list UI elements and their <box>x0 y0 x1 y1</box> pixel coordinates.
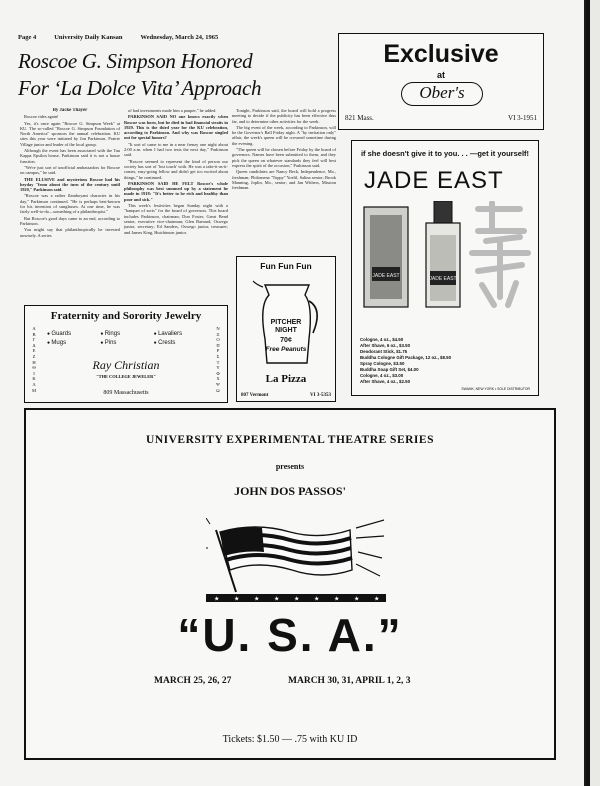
american-flag-icon <box>206 518 386 602</box>
paragraph: Tonight, Parkinson said, the board will hold a progress meeting to decide if the publicity has been effective thus far, and to determine other activities for the week. <box>232 108 336 124</box>
greek-letter: Ν <box>216 326 220 331</box>
greek-letter: Ξ <box>216 331 220 337</box>
product-list <box>360 337 451 385</box>
svg-text:★: ★ <box>274 595 280 602</box>
jewelry-item: ● Crests <box>154 339 207 348</box>
greek-letter: Ζ <box>32 353 36 359</box>
paragraph: THE ELUSIVE and mysterious Roscoe had his heyday "from about the turn of the century until 1920," Parkinson said. <box>20 176 120 193</box>
paragraph: Roscoe rides again! <box>24 114 59 120</box>
restaurant-phone: VI 3-5353 <box>310 393 331 398</box>
paragraph: "The queen will be chosen before Friday by the board of governors. Names have been submitted to them, and they pick the queen on whatever standards they feel will best express the spirit of the occasion," Parkinson said. <box>232 147 336 168</box>
paragraph: Although the event has been associated with the Tau Kappa Epsilon house, Parkinson said it is not a house function. <box>20 148 120 164</box>
chinese-calligraphy-icon <box>472 203 528 305</box>
greek-letter: Σ <box>216 353 220 359</box>
paragraph: of bad investments made him a pauper," he added. <box>128 108 217 113</box>
brand-name: JADE EAST <box>364 167 504 194</box>
promo-line: Free Peanuts <box>265 346 307 353</box>
svg-text:★: ★ <box>314 595 320 602</box>
svg-text:★: ★ <box>374 595 380 602</box>
greek-letter: Η <box>32 359 36 365</box>
greek-letter: Τ <box>216 359 220 365</box>
paragraph: You might say that philanthropically he invested unwisely. A series <box>20 227 120 238</box>
product-item: Spray Cologne, $3.50 <box>360 361 405 366</box>
paragraph: PARKINSON SAID NO one knows exactly when Roscoe was born, but he died in bad financial straits in 1929. This is the third year for the KU celebration, according to Parkinson. And why was Roscoe singled out for special honors? <box>124 114 228 141</box>
greek-letter: Ο <box>216 337 220 343</box>
greek-letter: Ω <box>216 387 220 393</box>
greek-letter: Κ <box>32 376 36 382</box>
greek-letter: Λ <box>32 381 36 387</box>
theatre-ad <box>24 408 556 760</box>
product-item: After Shave, 6 oz., $3.50 <box>360 343 411 348</box>
paragraph: Yes, it's once again "Roscoe G. Simpson Week" at KU. The so-called "Roscoe G. Simpson Foundation of North America" sponsors the annual celebration. KU sites this year were initiated by Jon Parkinson, Prairie Village junior and leader of the local group. <box>20 120 120 147</box>
ad-at: at <box>436 70 445 80</box>
page-gutter <box>586 0 590 786</box>
greek-letter: Α <box>32 326 36 331</box>
greek-letter: Ε <box>32 348 36 354</box>
ad-title: Exclusive <box>383 40 499 68</box>
product-item: Cologne, 4 oz., $3.00 <box>360 373 404 378</box>
paragraph: Queen candidates are Nancy Beck, Independence, Mo., freshman; Philomena "Toppy" Yoelil, Salina senior; Brook Manning, Joplin, Mo., senior; and Jan Withers, Mission freshman. <box>232 169 336 191</box>
paragraph: "We're just sort of unofficial ambassadors for Roscoe on campus," he said. <box>20 164 120 176</box>
product-item: Cologne, 4 oz., $4.50 <box>360 337 404 342</box>
product-item: After Shave, 4 oz., $2.50 <box>360 379 411 384</box>
svg-text:★: ★ <box>334 595 340 602</box>
obers-ad <box>338 33 544 130</box>
performance-dates-2: MARCH 30, 31, APRIL 1, 2, 3 <box>288 676 411 686</box>
promo-line: NIGHT <box>275 327 297 334</box>
store-phone: VI 3-1951 <box>508 114 537 122</box>
greek-letter: Ι <box>33 370 35 376</box>
jeweler-logo: Ray Christian <box>92 358 160 372</box>
jewelry-item: ● Mugs <box>47 339 100 348</box>
star-row <box>214 596 379 603</box>
paragraph: "It sort of came to me in a near frenzy one night about 2:00 a.m. when I had two tests the next day," Parkinson said. <box>124 141 228 158</box>
article-headline <box>18 48 336 102</box>
product-item: Buddha Cologne Gift Package, 12 oz., $8.50 <box>360 355 452 360</box>
svg-text:★: ★ <box>234 595 240 602</box>
ad-title: Fun Fun Fun <box>260 261 312 271</box>
cologne-bottles-illustration <box>360 201 532 311</box>
article-column-3 <box>232 108 336 252</box>
paragraph: "Roscoe was a rather flamboyant character in his day," Parkinson continued. "He is perhaps best-known for his invention of sunglasses. At one time, he was fairly well-to-do—something of a philanthropist." <box>20 193 120 215</box>
article-column-2 <box>124 108 228 300</box>
greek-letter: Γ <box>32 337 36 343</box>
box-label: JADE EAST <box>372 273 400 279</box>
jewelry-ad <box>24 305 228 403</box>
restaurant-name: La Pizza <box>265 373 307 385</box>
bottle-label: JADE EAST <box>429 276 457 282</box>
issue-date: Wednesday, March 24, 1965 <box>140 34 219 41</box>
play-title: “U. S. A.” <box>177 609 403 661</box>
svg-text:★: ★ <box>254 595 260 602</box>
manufacturer: SWANK, NEW YORK • SOLE DISTRIBUTOR <box>461 387 530 391</box>
greek-letter: Π <box>216 342 220 348</box>
greek-letter: Θ <box>32 365 36 371</box>
page-number: Page 4 <box>18 34 37 41</box>
paragraph: PARKINSON SAID HE FELT Roscoe's whole philosophy was best summed up by a statement he made in 1918: "It's better to be rich and healthy than poor and sick." <box>124 180 228 202</box>
jewelry-item: ● Guards <box>47 330 100 339</box>
svg-text:★: ★ <box>294 595 300 602</box>
greek-letter: Β <box>32 331 36 337</box>
article-column-1 <box>20 108 120 300</box>
product-item: Buddha Soap Gift Set, $4.00 <box>360 367 419 372</box>
paragraph: "Roscoe seemed to represent the kind of person our society has sort of 'lost touch' with. He was a take-it-as-it-comes, easy-going fellow and didn't get too excited about things," he continued. <box>124 158 228 180</box>
obers-logo: Ober's <box>401 82 483 106</box>
paragraph: But Roscoe's good days came to an end, according to Parkinson. <box>20 215 120 226</box>
promo-price: 70¢ <box>280 337 292 344</box>
jewelry-item: ● Pins <box>100 339 153 348</box>
ad-tagline: if she doesn't give it to you. . . —get it yourself! <box>360 149 530 158</box>
paragraph: This week's festivities began Sunday night with a "banquet of sorts" for the board of governors. This board includes Parkinson, chairman; Don Foster, Great Bend senior, executive vice-chairman; Glen Barnard, Oswego junior, secretary; Ed Sanders, Oswego junior, treasurer; and James King, Hutchinson junior. <box>124 203 228 235</box>
article-byline: By Jacke Thayer <box>52 108 88 113</box>
greek-letter: Μ <box>31 387 37 393</box>
headline-line-1: Roscoe G. Simpson Honored <box>18 49 253 73</box>
author-name: JOHN DOS PASSOS' <box>234 484 346 498</box>
ad-title: Fraternity and Sorority Jewelry <box>50 310 202 322</box>
adjacent-page-edge <box>586 0 600 786</box>
masthead <box>18 34 334 46</box>
greek-letter: Χ <box>216 376 220 382</box>
greek-letter: Υ <box>216 365 220 371</box>
svg-text:★: ★ <box>214 595 220 602</box>
jewelry-item: ● Lavaliers <box>154 330 207 339</box>
greek-letter: Φ <box>216 370 220 376</box>
jeweler-slogan: "THE COLLEGE JEWELER" <box>96 374 156 379</box>
greek-letter: Ρ <box>216 348 220 354</box>
promo-line: PITCHER <box>270 319 302 326</box>
jeweler-address: 809 Massachusetts <box>103 390 149 396</box>
pizza-ad <box>236 256 336 402</box>
paper-name: University Daily Kansan <box>54 34 123 41</box>
presents-label: presents <box>275 462 305 471</box>
headline-line-2: For ‘La Dolce Vita’ Approach <box>18 76 262 100</box>
paragraph: The big event of the week, according to Parkinson, will be the Governor's Ball Friday night. A "by invitation only" affair, the week's queen will be crowned sometime during the evening. <box>232 124 336 146</box>
jewelry-item: ● Rings <box>100 330 153 339</box>
greek-letter: Ψ <box>216 381 220 387</box>
jewelry-items <box>47 330 207 348</box>
performance-dates-1: MARCH 25, 26, 27 <box>154 676 232 686</box>
jade-east-ad <box>351 140 539 396</box>
svg-text:★: ★ <box>354 595 360 602</box>
greek-letter: Δ <box>32 342 36 348</box>
restaurant-address: 807 Vermont <box>241 393 269 398</box>
store-address: 821 Mass. <box>345 114 374 122</box>
product-item: Deodorant Stick, $1.75 <box>360 349 408 354</box>
ticket-prices: Tickets: $1.50 — .75 with KU ID <box>222 734 358 745</box>
theatre-series: UNIVERSITY EXPERIMENTAL THEATRE SERIES <box>146 434 434 446</box>
